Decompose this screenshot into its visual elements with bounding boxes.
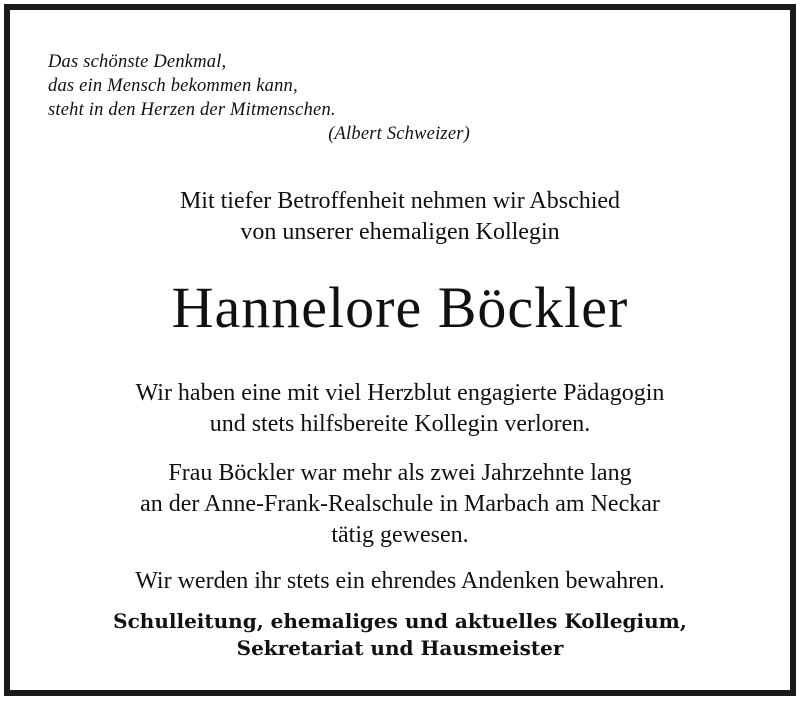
- tribute-paragraph: [10, 378, 790, 440]
- tribute-line: und stets hilfsbereite Kollegin verloren.: [209, 411, 591, 437]
- signature-block: [10, 608, 790, 662]
- career-paragraph: [10, 458, 790, 551]
- tribute-line: Wir haben eine mit viel Herzblut engagierte Pädagogin: [135, 380, 665, 406]
- quote-line: das ein Mensch bekommen kann,: [48, 76, 298, 96]
- deceased-name: Hannelore Böckler: [171, 275, 629, 340]
- signature-line: Sekretariat und Hausmeister: [236, 636, 564, 660]
- remembrance-line: Wir werden ihr stets ein ehrendes Andenken bewahren.: [135, 568, 665, 594]
- quote-line: Das schönste Denkmal,: [48, 52, 227, 72]
- career-line: an der Anne-Frank-Realschule in Marbach am Neckar: [140, 491, 660, 517]
- obituary-frame: [4, 4, 796, 696]
- career-line: tätig gewesen.: [331, 522, 469, 548]
- remembrance-paragraph: [10, 566, 790, 597]
- obituary-content: [10, 10, 790, 690]
- intro-line: von unserer ehemaligen Kollegin: [240, 219, 560, 245]
- signature-line: Schulleitung, ehemaliges und aktuelles Kollegium,: [113, 609, 687, 633]
- intro-text: [10, 186, 790, 248]
- memorial-quote: [48, 50, 478, 146]
- intro-line: Mit tiefer Betroffenheit nehmen wir Abschied: [179, 188, 621, 214]
- career-line: Frau Böckler war mehr als zwei Jahrzehnte lang: [168, 460, 632, 486]
- quote-author: (Albert Schweizer): [328, 124, 470, 144]
- quote-line: steht in den Herzen der Mitmenschen.: [48, 100, 336, 120]
